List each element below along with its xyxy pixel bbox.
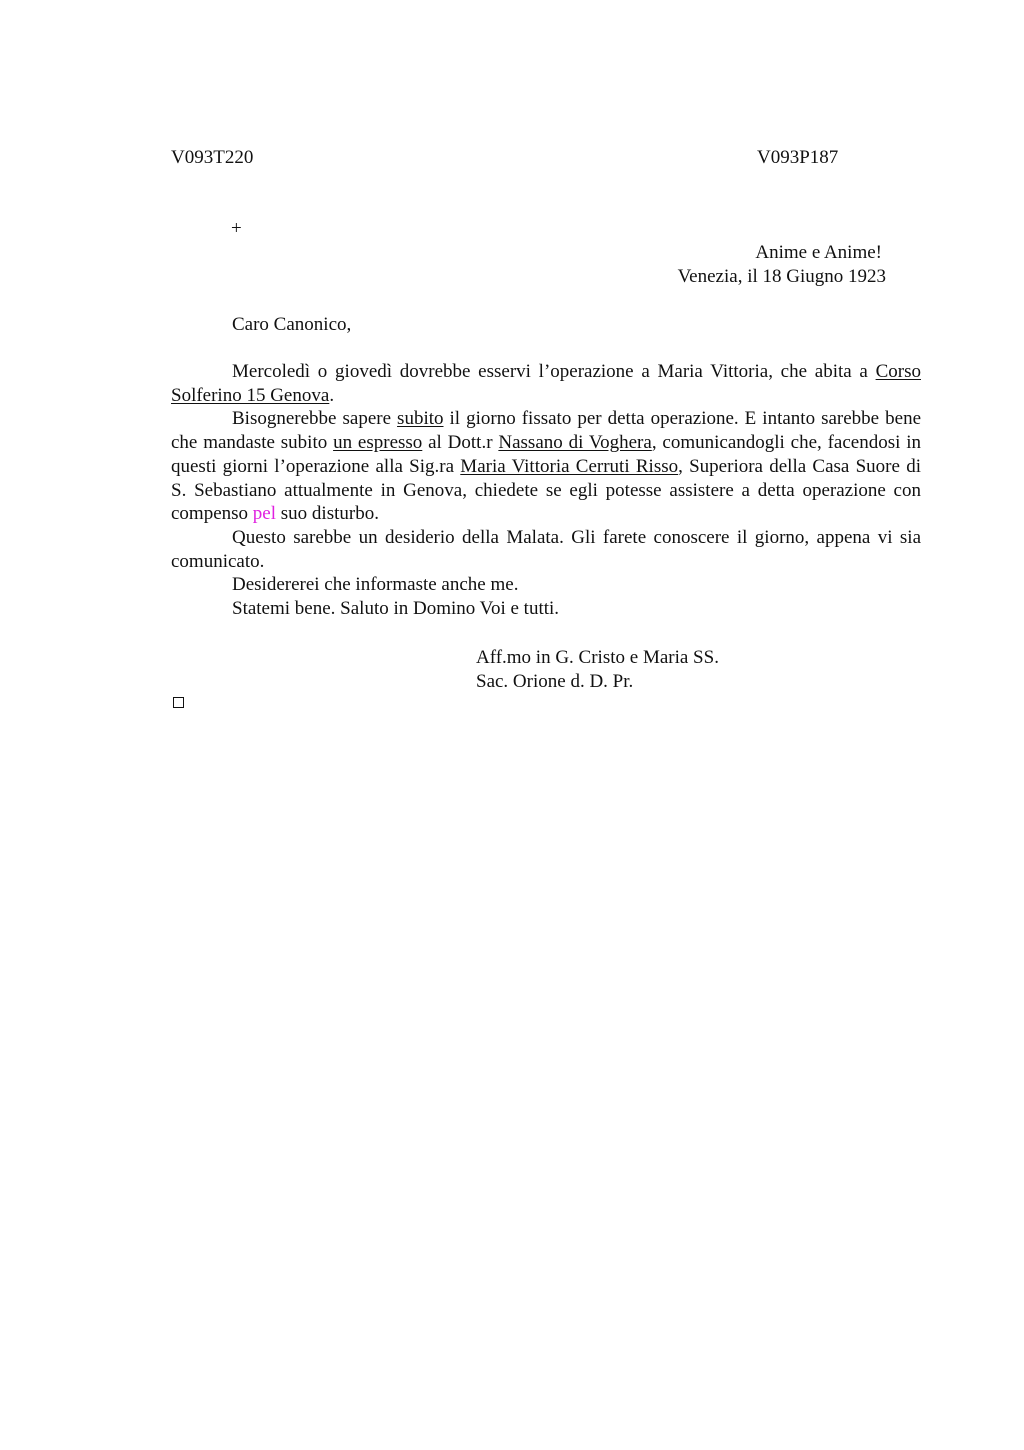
place-date: Venezia, il 18 Giugno 1923 xyxy=(677,266,886,287)
paragraph-2-text-a: Bisognerebbe sapere xyxy=(232,408,398,430)
header-right-code: V093P187 xyxy=(757,147,839,168)
cross-mark: + xyxy=(231,218,242,239)
paragraph-3: Questo sarebbe un desiderio della Malata. Gli farete conoscere il giorno, appena vi sia comunicato. xyxy=(171,526,921,572)
address-underlined: Corso Solferino 15 Genova xyxy=(171,361,921,406)
signature: Sac. Orione d. D. Pr. xyxy=(476,671,634,692)
paragraph-4: Desidererei che informaste anche me. xyxy=(232,574,519,596)
header-left-code: V093T220 xyxy=(171,147,254,168)
letter-body xyxy=(171,360,921,621)
paragraph-2 xyxy=(171,407,921,526)
paragraph-1-end: . xyxy=(329,384,335,406)
paragraph-2-text-d: , comunicandogli che, facendosi in questi giorni l’operazione alla Sig.ra xyxy=(171,432,922,477)
paragraph-2-text-e: , Superiora della Casa Suore di S. Sebastiano attualmente in Genova, chiedete se egli potesse assistere a detta operazione con compenso xyxy=(171,455,921,525)
end-box-icon xyxy=(173,697,184,708)
paragraph-5: Statemi bene. Saluto in Domino Voi e tutti. xyxy=(232,598,560,620)
salutation: Caro Canonico, xyxy=(232,314,352,335)
paragraph-1 xyxy=(171,360,921,407)
paragraph-1-text: Mercoledì o giovedì dovrebbe esservi l’operazione a Maria Vittoria, che abita a xyxy=(232,361,876,382)
paragraph-2-text-b: il giorno fissato per detta operazione. E intanto sarebbe bene che mandaste subito xyxy=(171,408,921,454)
patient-underlined: Maria Vittoria Cerruti Risso xyxy=(460,455,679,477)
closing: Aff.mo in G. Cristo e Maria SS. xyxy=(476,647,719,668)
paragraph-2-text-c: al Dott.r xyxy=(422,432,499,454)
doctor-underlined: Nassano di Voghera xyxy=(498,432,652,454)
paragraph-2-text-f: suo disturbo. xyxy=(276,503,379,525)
pel-highlight: pel xyxy=(252,503,277,525)
motto: Anime e Anime! xyxy=(755,242,882,263)
subito-underlined: subito xyxy=(397,408,444,430)
espresso-underlined: un espresso xyxy=(333,432,423,454)
